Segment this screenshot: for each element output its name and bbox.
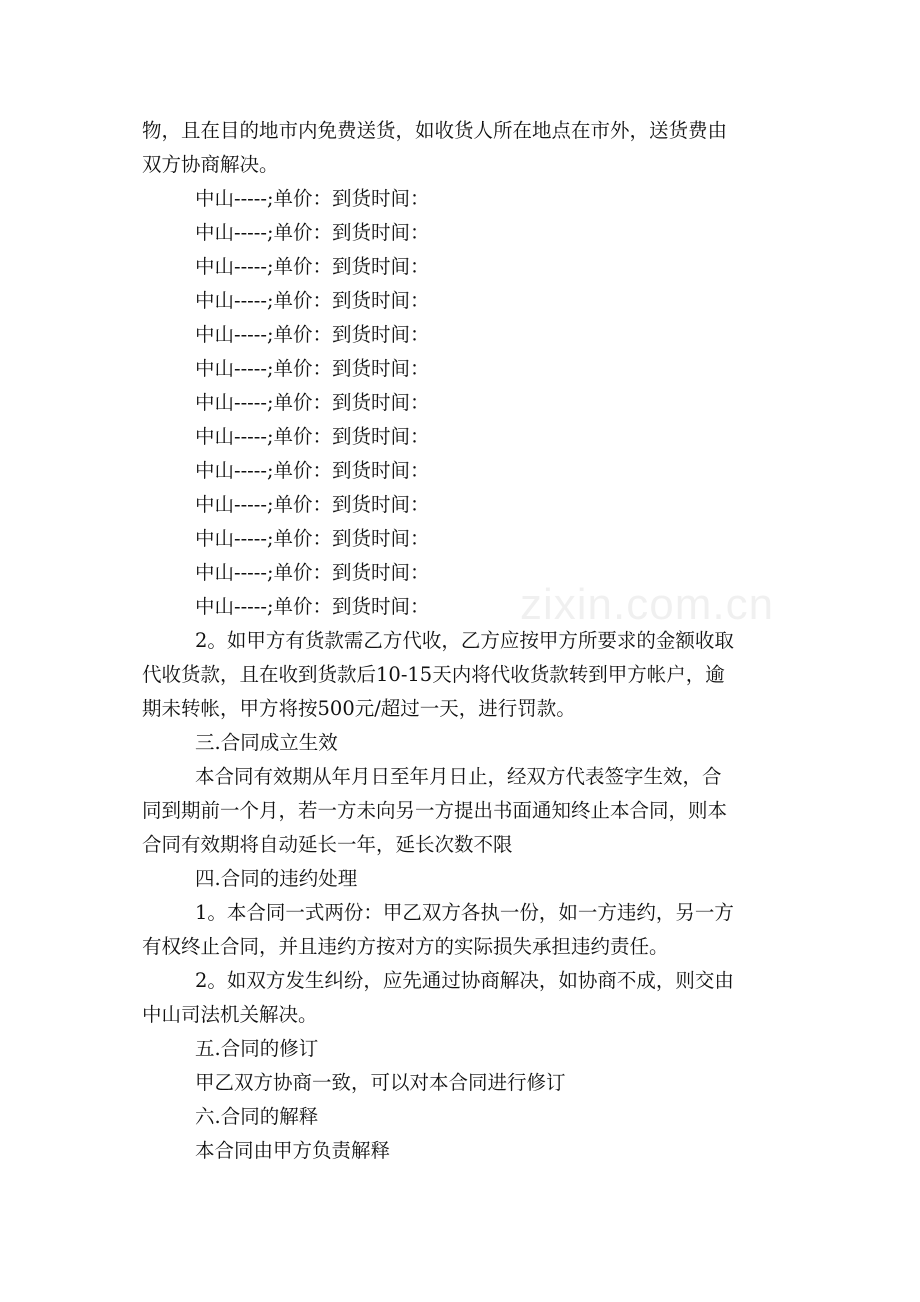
section-3-line: 同到期前一个月，若一方未向另一方提出书面通知终止本合同，则本 <box>142 799 728 822</box>
clause-2-line: 2。如甲方有货款需乙方代收，乙方应按甲方所要求的金额收取 <box>195 629 734 652</box>
document-page <box>142 114 782 1168</box>
clause-2-line: 代收货款，且在收到货款后10-15天内将代收货款转到甲方帐户，逾 <box>142 663 725 686</box>
section-4-title: 四.合同的违约处理 <box>195 867 358 890</box>
price-row: 中山-----;单价：到货时间： <box>195 187 430 210</box>
intro-line: 物，且在目的地市内免费送货，如收货人所在地点在市外，送货费由 <box>142 119 728 142</box>
section-4-item2-line: 中山司法机关解决。 <box>142 1003 318 1026</box>
price-row: 中山-----;单价：到货时间： <box>195 391 430 414</box>
clause-2-line: 期未转帐，甲方将按500元/超过一天，进行罚款。 <box>142 697 576 720</box>
section-4-item1-line: 1。本合同一式两份：甲乙双方各执一份，如一方违约，另一方 <box>195 901 734 924</box>
price-row: 中山-----;单价：到货时间： <box>195 323 430 346</box>
section-3-line: 本合同有效期从年月日至年月日止，经双方代表签字生效，合 <box>195 765 722 788</box>
price-row: 中山-----;单价：到货时间： <box>195 357 430 380</box>
price-row: 中山-----;单价：到货时间： <box>195 255 430 278</box>
section-3-line: 合同有效期将自动延长一年，延长次数不限 <box>142 833 513 856</box>
intro-line: 双方协商解决。 <box>142 153 279 176</box>
section-3-title: 三.合同成立生效 <box>195 731 338 754</box>
price-row: 中山-----;单价：到货时间： <box>195 289 430 312</box>
watermark: zixin.com.cn <box>520 580 775 629</box>
section-6-text: 本合同由甲方负责解释 <box>195 1139 391 1162</box>
price-row: 中山-----;单价：到货时间： <box>195 425 430 448</box>
price-row: 中山-----;单价：到货时间： <box>195 527 430 550</box>
price-row: 中山-----;单价：到货时间： <box>195 595 430 618</box>
price-list <box>142 182 782 624</box>
price-row: 中山-----;单价：到货时间： <box>195 459 430 482</box>
section-6-title: 六.合同的解释 <box>195 1105 319 1128</box>
section-4-item2-line: 2。如双方发生纠纷，应先通过协商解决，如协商不成，则交由 <box>195 969 734 992</box>
price-row: 中山-----;单价：到货时间： <box>195 561 430 584</box>
price-row: 中山-----;单价：到货时间： <box>195 221 430 244</box>
section-5-text: 甲乙双方协商一致，可以对本合同进行修订 <box>195 1071 566 1094</box>
price-row: 中山-----;单价：到货时间： <box>195 493 430 516</box>
section-4-item1-line: 有权终止合同，并且违约方按对方的实际损失承担违约责任。 <box>142 935 669 958</box>
section-5-title: 五.合同的修订 <box>195 1037 319 1060</box>
